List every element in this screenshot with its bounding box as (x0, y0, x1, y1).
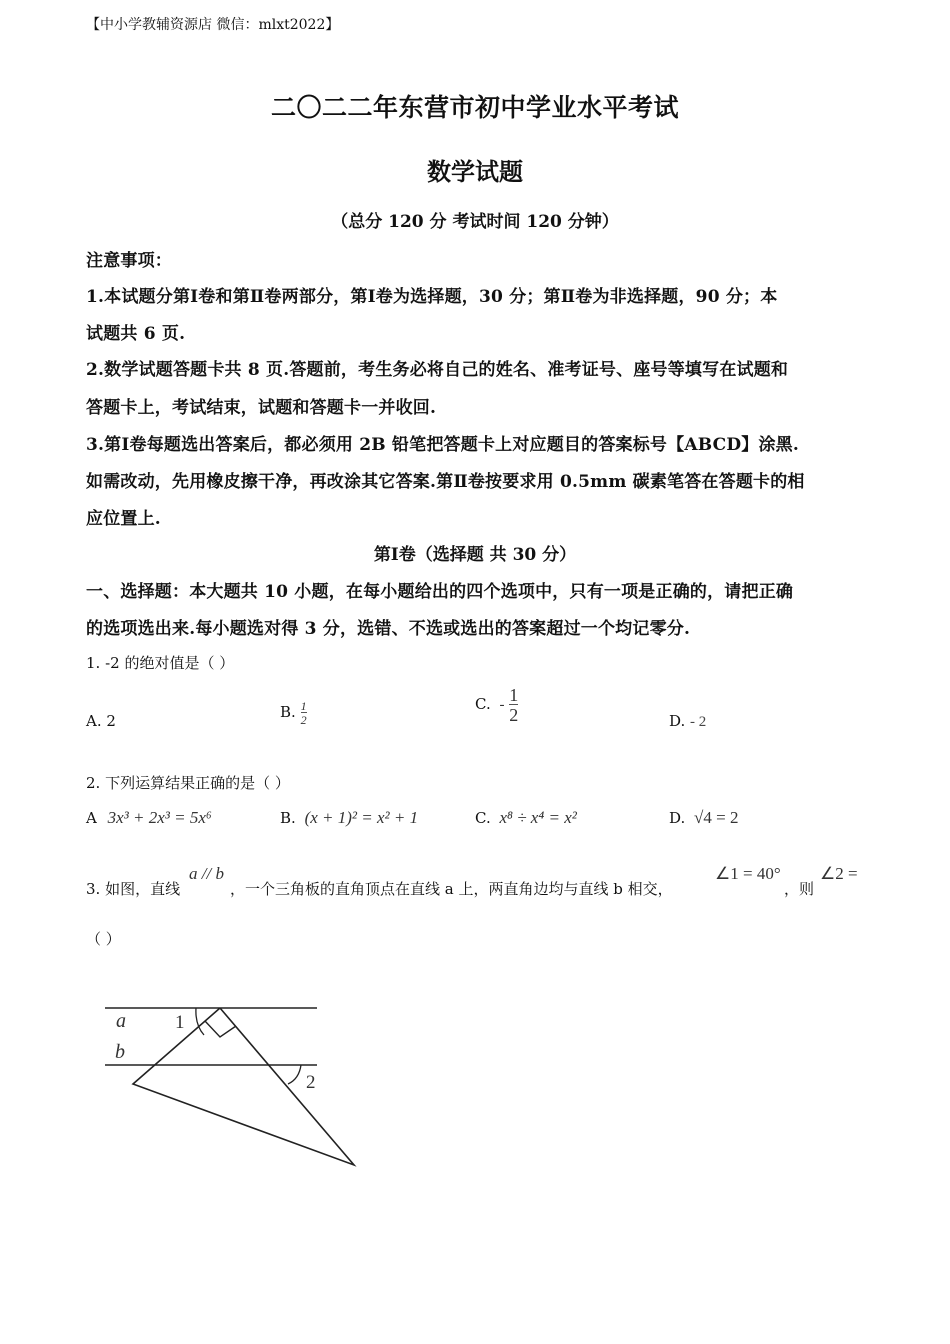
notice-line-1: 1.本试题分第Ⅰ卷和第Ⅱ卷两部分，第Ⅰ卷为选择题，30 分；第Ⅱ卷为非选择题，90 分；本 (86, 287, 778, 307)
q3-stem-part2: ，一个三角板的直角顶点在直线 a 上，两直角边均与直线 b 相交， (230, 880, 673, 898)
q2-stem: 2. 下列运算结果正确的是（ ） (86, 774, 290, 792)
score-info: （总分 120 分 考试时间 120 分钟） (331, 212, 619, 232)
label-b: b (115, 1041, 125, 1063)
notice-line-6: 如需改动，先用橡皮擦干净，再改涂其它答案.第Ⅱ卷按要求用 0.5mm 碳素笔答在答题卡的相 (86, 472, 805, 492)
label-a: a (116, 1010, 126, 1032)
label-angle-1: 1 (175, 1012, 185, 1033)
exam-title: 二〇二二年东营市初中学业水平考试 (270, 93, 679, 122)
q3-stem-part3: ，则 (784, 880, 815, 898)
notice-heading: 注意事项： (86, 251, 172, 271)
notice-line-3: 2.数学试题答题卡共 8 页.答题前，考生务必将自己的姓名、准考证号、座号等填写在试题和 (86, 360, 789, 380)
q1-b-numerator: 1 (300, 699, 307, 713)
triangle-ruler (133, 1008, 354, 1165)
q1-b-denominator: 2 (300, 713, 307, 727)
exam-subtitle: 数学试题 (427, 157, 523, 186)
q3-angle-given: ∠1 = 40° (715, 864, 781, 883)
notice-line-2: 试题共 6 页. (86, 324, 186, 344)
q3-angle-ask: ∠2 = (820, 864, 858, 883)
notice-line-7: 应位置上. (86, 509, 161, 529)
q2-option-c-label: C. (475, 809, 491, 827)
angle-2-arc (288, 1065, 301, 1084)
q3-parallel: a // b (189, 864, 224, 883)
angle-1-arc (196, 1008, 204, 1035)
q2-option-b-label: B. (280, 809, 296, 827)
q3-stem-part1: 3. 如图，直线 (86, 880, 181, 898)
q1-option-b (280, 700, 307, 726)
header-note: 【中小学教辅资源店 微信：mlxt2022】 (86, 17, 340, 33)
q1-stem: 1. -2 的绝对值是（ ） (86, 654, 235, 672)
q1-option-c-fraction (509, 686, 518, 724)
q2-d-expression: √4 = 2 (694, 808, 739, 827)
q1-option-d-label: D. (669, 712, 686, 730)
q1-d-value: - 2 (690, 714, 707, 730)
q3-figure (100, 995, 370, 1175)
notice-line-5: 3.第Ⅰ卷每题选出答案后，都必须用 2B 铅笔把答题卡上对应题目的答案标号【ABCD】涂黑. (86, 435, 799, 455)
q1-option-c (475, 686, 518, 724)
section-instructions-2: 的选项选出来.每小题选对得 3 分，选错、不选或选出的答案超过一个均记零分. (86, 619, 691, 639)
q2-option-d-label: D. (669, 809, 686, 827)
q1-option-c-label: C. (475, 695, 491, 713)
q3-answer-blank: （ ） (86, 930, 121, 948)
q1-option-a: A. 2 (86, 712, 116, 730)
q1-c-denominator: 2 (509, 705, 519, 725)
q2-a-expression: 3x³ + 2x³ = 5x⁶ (107, 808, 212, 827)
q1-option-d (669, 712, 706, 731)
q2-option-c (475, 808, 577, 828)
q2-option-a (86, 808, 212, 828)
q1-option-b-label: B. (280, 703, 296, 721)
q2-c-expression: x⁸ ÷ x⁴ = x² (499, 808, 577, 827)
label-angle-2: 2 (306, 1072, 316, 1093)
q2-option-d (669, 808, 738, 828)
notice-line-4: 答题卡上，考试结束，试题和答题卡一并收回. (86, 398, 437, 418)
section-title: 第Ⅰ卷（选择题 共 30 分） (373, 545, 577, 565)
q2-option-b (280, 808, 418, 828)
q1-option-b-fraction (301, 700, 307, 726)
section-instructions-1: 一、选择题：本大题共 10 小题，在每小题给出的四个选项中，只有一项是正确的，请把正确 (86, 582, 794, 602)
q1-c-sign: - (499, 697, 505, 713)
q2-option-a-label: A (86, 809, 97, 827)
right-angle-mark (205, 1021, 236, 1037)
q1-c-numerator: 1 (509, 685, 519, 705)
q2-b-expression: (x + 1)² = x² + 1 (304, 808, 419, 827)
